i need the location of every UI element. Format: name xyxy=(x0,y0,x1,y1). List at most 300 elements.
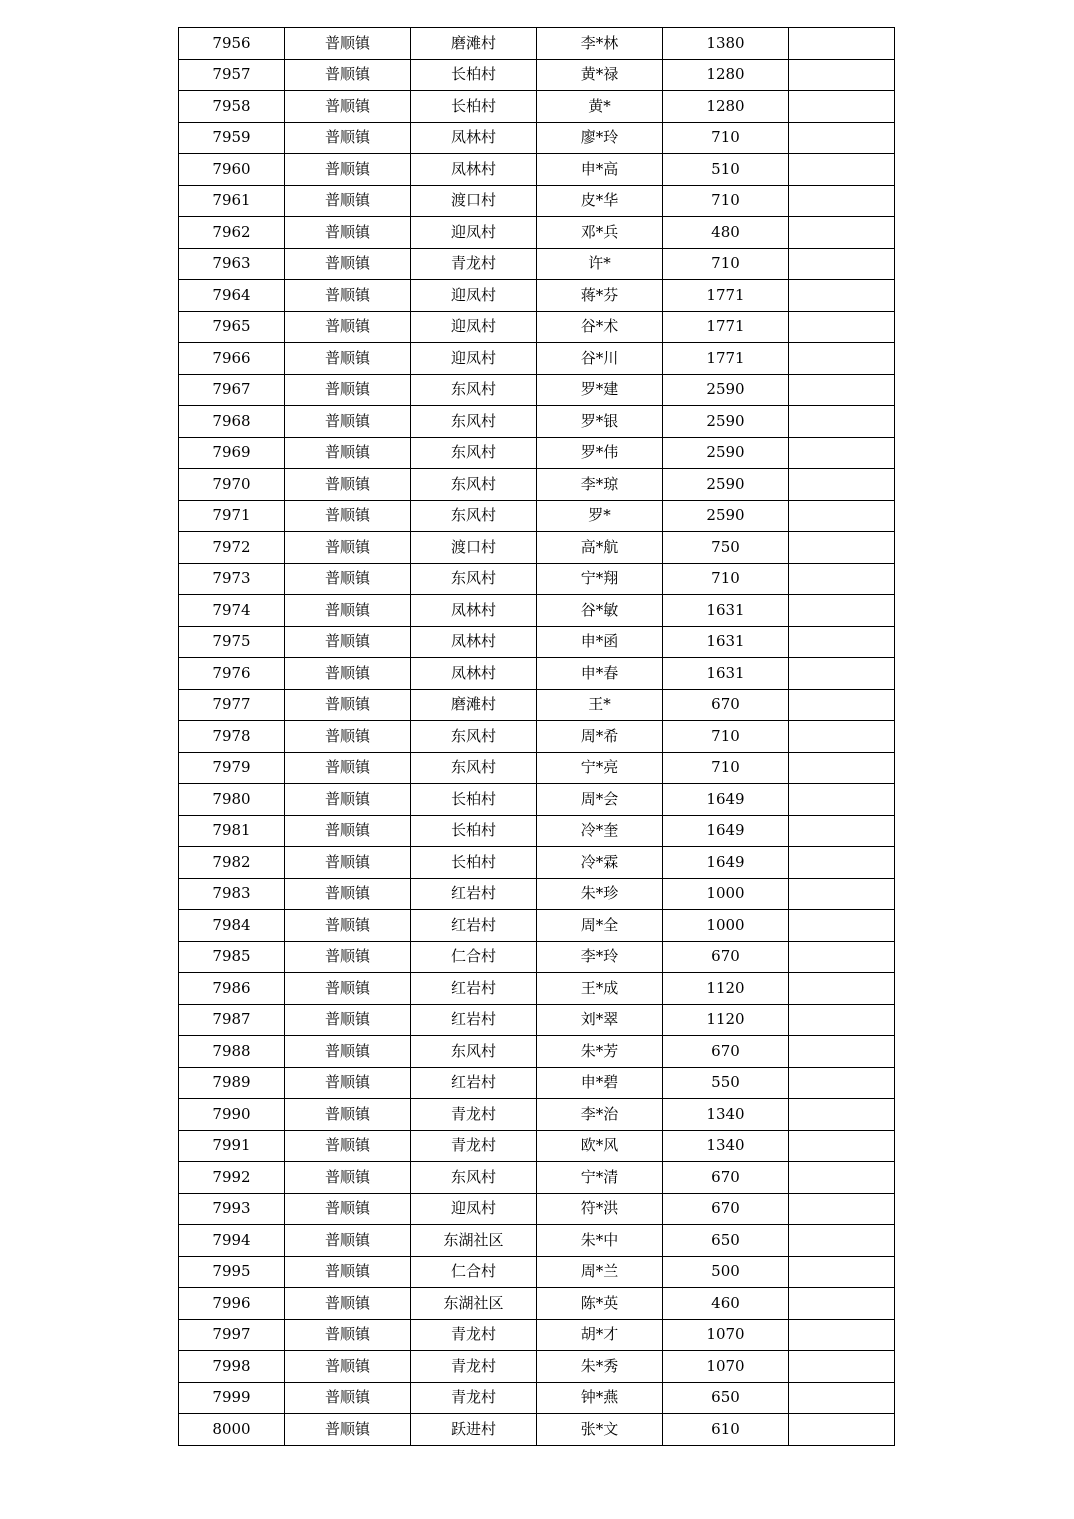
serial-number-cell: 7972 xyxy=(179,532,285,564)
name-cell: 罗*建 xyxy=(537,374,663,406)
village-cell: 跃进村 xyxy=(411,1414,537,1446)
table-row xyxy=(179,784,895,816)
amount-cell: 670 xyxy=(663,689,789,721)
village-cell: 磨滩村 xyxy=(411,689,537,721)
serial-number-cell: 7979 xyxy=(179,752,285,784)
amount-cell: 510 xyxy=(663,154,789,186)
serial-number-cell: 7984 xyxy=(179,910,285,942)
amount-cell: 1380 xyxy=(663,28,789,60)
serial-number-cell: 7978 xyxy=(179,721,285,753)
serial-number-cell: 7974 xyxy=(179,595,285,627)
note-cell xyxy=(789,217,895,249)
town-cell: 普顺镇 xyxy=(285,311,411,343)
note-cell xyxy=(789,374,895,406)
town-cell: 普顺镇 xyxy=(285,752,411,784)
town-cell: 普顺镇 xyxy=(285,941,411,973)
note-cell xyxy=(789,595,895,627)
village-cell: 东风村 xyxy=(411,1162,537,1194)
serial-number-cell: 8000 xyxy=(179,1414,285,1446)
village-cell: 迎凤村 xyxy=(411,280,537,312)
village-cell: 长柏村 xyxy=(411,815,537,847)
town-cell: 普顺镇 xyxy=(285,59,411,91)
town-cell: 普顺镇 xyxy=(285,532,411,564)
amount-cell: 710 xyxy=(663,563,789,595)
name-cell: 李*琼 xyxy=(537,469,663,501)
town-cell: 普顺镇 xyxy=(285,878,411,910)
village-cell: 仁合村 xyxy=(411,941,537,973)
town-cell: 普顺镇 xyxy=(285,626,411,658)
table-row xyxy=(179,217,895,249)
table-row xyxy=(179,154,895,186)
village-cell: 凤林村 xyxy=(411,658,537,690)
serial-number-cell: 7962 xyxy=(179,217,285,249)
note-cell xyxy=(789,1256,895,1288)
name-cell: 李*治 xyxy=(537,1099,663,1131)
village-cell: 青龙村 xyxy=(411,1351,537,1383)
name-cell: 周*兰 xyxy=(537,1256,663,1288)
note-cell xyxy=(789,1351,895,1383)
town-cell: 普顺镇 xyxy=(285,1225,411,1257)
table-row xyxy=(179,185,895,217)
village-cell: 东风村 xyxy=(411,752,537,784)
name-cell: 申*碧 xyxy=(537,1067,663,1099)
table-row xyxy=(179,1414,895,1446)
serial-number-cell: 7960 xyxy=(179,154,285,186)
amount-cell: 2590 xyxy=(663,406,789,438)
name-cell: 宁*亮 xyxy=(537,752,663,784)
amount-cell: 460 xyxy=(663,1288,789,1320)
table-row xyxy=(179,1225,895,1257)
town-cell: 普顺镇 xyxy=(285,563,411,595)
village-cell: 青龙村 xyxy=(411,1130,537,1162)
note-cell xyxy=(789,721,895,753)
table-row xyxy=(179,658,895,690)
table-row xyxy=(179,1036,895,1068)
table-row xyxy=(179,469,895,501)
note-cell xyxy=(789,1414,895,1446)
village-cell: 青龙村 xyxy=(411,1382,537,1414)
village-cell: 凤林村 xyxy=(411,595,537,627)
note-cell xyxy=(789,28,895,60)
village-cell: 东风村 xyxy=(411,500,537,532)
serial-number-cell: 7961 xyxy=(179,185,285,217)
name-cell: 邓*兵 xyxy=(537,217,663,249)
town-cell: 普顺镇 xyxy=(285,689,411,721)
amount-cell: 650 xyxy=(663,1225,789,1257)
serial-number-cell: 7958 xyxy=(179,91,285,123)
amount-cell: 610 xyxy=(663,1414,789,1446)
note-cell xyxy=(789,847,895,879)
table-row xyxy=(179,1319,895,1351)
name-cell: 朱*珍 xyxy=(537,878,663,910)
serial-number-cell: 7968 xyxy=(179,406,285,438)
amount-cell: 710 xyxy=(663,752,789,784)
table-row xyxy=(179,91,895,123)
name-cell: 蒋*芬 xyxy=(537,280,663,312)
data-table xyxy=(178,27,895,1446)
town-cell: 普顺镇 xyxy=(285,1130,411,1162)
village-cell: 红岩村 xyxy=(411,1067,537,1099)
serial-number-cell: 7988 xyxy=(179,1036,285,1068)
village-cell: 东风村 xyxy=(411,563,537,595)
town-cell: 普顺镇 xyxy=(285,1004,411,1036)
village-cell: 凤林村 xyxy=(411,626,537,658)
name-cell: 李*林 xyxy=(537,28,663,60)
village-cell: 红岩村 xyxy=(411,910,537,942)
serial-number-cell: 7957 xyxy=(179,59,285,91)
amount-cell: 1120 xyxy=(663,1004,789,1036)
amount-cell: 2590 xyxy=(663,469,789,501)
amount-cell: 710 xyxy=(663,721,789,753)
note-cell xyxy=(789,1162,895,1194)
amount-cell: 1771 xyxy=(663,311,789,343)
village-cell: 长柏村 xyxy=(411,847,537,879)
table-row xyxy=(179,563,895,595)
name-cell: 周*希 xyxy=(537,721,663,753)
town-cell: 普顺镇 xyxy=(285,374,411,406)
table-row xyxy=(179,59,895,91)
name-cell: 黄* xyxy=(537,91,663,123)
note-cell xyxy=(789,437,895,469)
amount-cell: 710 xyxy=(663,248,789,280)
table-row xyxy=(179,721,895,753)
name-cell: 高*航 xyxy=(537,532,663,564)
serial-number-cell: 7991 xyxy=(179,1130,285,1162)
name-cell: 许* xyxy=(537,248,663,280)
amount-cell: 500 xyxy=(663,1256,789,1288)
serial-number-cell: 7989 xyxy=(179,1067,285,1099)
name-cell: 朱*芳 xyxy=(537,1036,663,1068)
serial-number-cell: 7995 xyxy=(179,1256,285,1288)
note-cell xyxy=(789,1067,895,1099)
name-cell: 欧*风 xyxy=(537,1130,663,1162)
town-cell: 普顺镇 xyxy=(285,847,411,879)
village-cell: 青龙村 xyxy=(411,248,537,280)
amount-cell: 480 xyxy=(663,217,789,249)
town-cell: 普顺镇 xyxy=(285,815,411,847)
town-cell: 普顺镇 xyxy=(285,910,411,942)
town-cell: 普顺镇 xyxy=(285,1256,411,1288)
town-cell: 普顺镇 xyxy=(285,437,411,469)
serial-number-cell: 7998 xyxy=(179,1351,285,1383)
note-cell xyxy=(789,689,895,721)
amount-cell: 2590 xyxy=(663,437,789,469)
note-cell xyxy=(789,469,895,501)
name-cell: 宁*清 xyxy=(537,1162,663,1194)
town-cell: 普顺镇 xyxy=(285,185,411,217)
serial-number-cell: 7964 xyxy=(179,280,285,312)
town-cell: 普顺镇 xyxy=(285,500,411,532)
town-cell: 普顺镇 xyxy=(285,721,411,753)
note-cell xyxy=(789,59,895,91)
note-cell xyxy=(789,784,895,816)
note-cell xyxy=(789,878,895,910)
town-cell: 普顺镇 xyxy=(285,1319,411,1351)
table-row xyxy=(179,28,895,60)
serial-number-cell: 7971 xyxy=(179,500,285,532)
name-cell: 李*玲 xyxy=(537,941,663,973)
name-cell: 冷*霖 xyxy=(537,847,663,879)
table-row xyxy=(179,374,895,406)
town-cell: 普顺镇 xyxy=(285,1288,411,1320)
serial-number-cell: 7959 xyxy=(179,122,285,154)
village-cell: 东风村 xyxy=(411,721,537,753)
note-cell xyxy=(789,973,895,1005)
table-row xyxy=(179,1099,895,1131)
amount-cell: 550 xyxy=(663,1067,789,1099)
note-cell xyxy=(789,941,895,973)
village-cell: 青龙村 xyxy=(411,1099,537,1131)
village-cell: 红岩村 xyxy=(411,878,537,910)
serial-number-cell: 7970 xyxy=(179,469,285,501)
town-cell: 普顺镇 xyxy=(285,595,411,627)
serial-number-cell: 7973 xyxy=(179,563,285,595)
serial-number-cell: 7986 xyxy=(179,973,285,1005)
amount-cell: 650 xyxy=(663,1382,789,1414)
serial-number-cell: 7996 xyxy=(179,1288,285,1320)
note-cell xyxy=(789,752,895,784)
table-row xyxy=(179,689,895,721)
serial-number-cell: 7999 xyxy=(179,1382,285,1414)
town-cell: 普顺镇 xyxy=(285,280,411,312)
name-cell: 廖*玲 xyxy=(537,122,663,154)
town-cell: 普顺镇 xyxy=(285,28,411,60)
town-cell: 普顺镇 xyxy=(285,122,411,154)
note-cell xyxy=(789,658,895,690)
amount-cell: 1340 xyxy=(663,1099,789,1131)
table-row xyxy=(179,311,895,343)
serial-number-cell: 7992 xyxy=(179,1162,285,1194)
serial-number-cell: 7976 xyxy=(179,658,285,690)
town-cell: 普顺镇 xyxy=(285,658,411,690)
note-cell xyxy=(789,1130,895,1162)
village-cell: 迎凤村 xyxy=(411,311,537,343)
serial-number-cell: 7980 xyxy=(179,784,285,816)
village-cell: 仁合村 xyxy=(411,1256,537,1288)
village-cell: 渡口村 xyxy=(411,532,537,564)
amount-cell: 750 xyxy=(663,532,789,564)
table-row xyxy=(179,1004,895,1036)
serial-number-cell: 7965 xyxy=(179,311,285,343)
serial-number-cell: 7956 xyxy=(179,28,285,60)
village-cell: 长柏村 xyxy=(411,91,537,123)
village-cell: 青龙村 xyxy=(411,1319,537,1351)
table-row xyxy=(179,532,895,564)
note-cell xyxy=(789,1288,895,1320)
amount-cell: 670 xyxy=(663,941,789,973)
note-cell xyxy=(789,1099,895,1131)
town-cell: 普顺镇 xyxy=(285,1067,411,1099)
table-row xyxy=(179,1351,895,1383)
name-cell: 胡*才 xyxy=(537,1319,663,1351)
name-cell: 谷*敏 xyxy=(537,595,663,627)
town-cell: 普顺镇 xyxy=(285,1036,411,1068)
town-cell: 普顺镇 xyxy=(285,1382,411,1414)
table-row xyxy=(179,1382,895,1414)
name-cell: 王*成 xyxy=(537,973,663,1005)
table-row xyxy=(179,878,895,910)
note-cell xyxy=(789,626,895,658)
name-cell: 谷*川 xyxy=(537,343,663,375)
name-cell: 罗*银 xyxy=(537,406,663,438)
note-cell xyxy=(789,91,895,123)
amount-cell: 1070 xyxy=(663,1319,789,1351)
name-cell: 谷*术 xyxy=(537,311,663,343)
name-cell: 朱*中 xyxy=(537,1225,663,1257)
village-cell: 东湖社区 xyxy=(411,1288,537,1320)
name-cell: 刘*翠 xyxy=(537,1004,663,1036)
name-cell: 朱*秀 xyxy=(537,1351,663,1383)
name-cell: 罗*伟 xyxy=(537,437,663,469)
amount-cell: 1120 xyxy=(663,973,789,1005)
amount-cell: 1070 xyxy=(663,1351,789,1383)
amount-cell: 1771 xyxy=(663,280,789,312)
note-cell xyxy=(789,343,895,375)
town-cell: 普顺镇 xyxy=(285,1162,411,1194)
name-cell: 张*文 xyxy=(537,1414,663,1446)
name-cell: 钟*燕 xyxy=(537,1382,663,1414)
town-cell: 普顺镇 xyxy=(285,469,411,501)
village-cell: 迎凤村 xyxy=(411,217,537,249)
table-row xyxy=(179,406,895,438)
name-cell: 周*全 xyxy=(537,910,663,942)
amount-cell: 1280 xyxy=(663,59,789,91)
note-cell xyxy=(789,1225,895,1257)
name-cell: 罗* xyxy=(537,500,663,532)
name-cell: 申*高 xyxy=(537,154,663,186)
serial-number-cell: 7982 xyxy=(179,847,285,879)
town-cell: 普顺镇 xyxy=(285,1193,411,1225)
village-cell: 凤林村 xyxy=(411,154,537,186)
note-cell xyxy=(789,248,895,280)
table-row xyxy=(179,248,895,280)
serial-number-cell: 7963 xyxy=(179,248,285,280)
name-cell: 陈*英 xyxy=(537,1288,663,1320)
village-cell: 红岩村 xyxy=(411,973,537,1005)
name-cell: 周*会 xyxy=(537,784,663,816)
name-cell: 申*春 xyxy=(537,658,663,690)
town-cell: 普顺镇 xyxy=(285,973,411,1005)
town-cell: 普顺镇 xyxy=(285,1414,411,1446)
serial-number-cell: 7990 xyxy=(179,1099,285,1131)
town-cell: 普顺镇 xyxy=(285,217,411,249)
serial-number-cell: 7969 xyxy=(179,437,285,469)
note-cell xyxy=(789,532,895,564)
amount-cell: 1000 xyxy=(663,878,789,910)
table-row xyxy=(179,815,895,847)
town-cell: 普顺镇 xyxy=(285,154,411,186)
village-cell: 磨滩村 xyxy=(411,28,537,60)
table-row xyxy=(179,122,895,154)
note-cell xyxy=(789,122,895,154)
village-cell: 迎凤村 xyxy=(411,1193,537,1225)
amount-cell: 1631 xyxy=(663,595,789,627)
table-row xyxy=(179,626,895,658)
name-cell: 黄*禄 xyxy=(537,59,663,91)
amount-cell: 1649 xyxy=(663,847,789,879)
serial-number-cell: 7983 xyxy=(179,878,285,910)
amount-cell: 1340 xyxy=(663,1130,789,1162)
name-cell: 申*函 xyxy=(537,626,663,658)
amount-cell: 1649 xyxy=(663,815,789,847)
name-cell: 宁*翔 xyxy=(537,563,663,595)
village-cell: 东风村 xyxy=(411,437,537,469)
serial-number-cell: 7994 xyxy=(179,1225,285,1257)
note-cell xyxy=(789,154,895,186)
amount-cell: 710 xyxy=(663,122,789,154)
serial-number-cell: 7966 xyxy=(179,343,285,375)
note-cell xyxy=(789,815,895,847)
note-cell xyxy=(789,1004,895,1036)
town-cell: 普顺镇 xyxy=(285,406,411,438)
amount-cell: 2590 xyxy=(663,374,789,406)
amount-cell: 1280 xyxy=(663,91,789,123)
table-row xyxy=(179,343,895,375)
table-row xyxy=(179,752,895,784)
village-cell: 长柏村 xyxy=(411,59,537,91)
town-cell: 普顺镇 xyxy=(285,1351,411,1383)
amount-cell: 670 xyxy=(663,1193,789,1225)
note-cell xyxy=(789,280,895,312)
town-cell: 普顺镇 xyxy=(285,343,411,375)
name-cell: 冷*奎 xyxy=(537,815,663,847)
village-cell: 东湖社区 xyxy=(411,1225,537,1257)
amount-cell: 1771 xyxy=(663,343,789,375)
table-row xyxy=(179,1193,895,1225)
village-cell: 东风村 xyxy=(411,406,537,438)
note-cell xyxy=(789,1382,895,1414)
table-row xyxy=(179,1130,895,1162)
note-cell xyxy=(789,406,895,438)
amount-cell: 1631 xyxy=(663,626,789,658)
table-row xyxy=(179,437,895,469)
village-cell: 红岩村 xyxy=(411,1004,537,1036)
note-cell xyxy=(789,1319,895,1351)
table-row xyxy=(179,973,895,1005)
serial-number-cell: 7981 xyxy=(179,815,285,847)
table-row xyxy=(179,1067,895,1099)
amount-cell: 1649 xyxy=(663,784,789,816)
table-row xyxy=(179,500,895,532)
note-cell xyxy=(789,563,895,595)
village-cell: 东风村 xyxy=(411,1036,537,1068)
table-row xyxy=(179,847,895,879)
town-cell: 普顺镇 xyxy=(285,248,411,280)
village-cell: 东风村 xyxy=(411,374,537,406)
amount-cell: 1000 xyxy=(663,910,789,942)
town-cell: 普顺镇 xyxy=(285,1099,411,1131)
serial-number-cell: 7985 xyxy=(179,941,285,973)
amount-cell: 1631 xyxy=(663,658,789,690)
serial-number-cell: 7993 xyxy=(179,1193,285,1225)
serial-number-cell: 7987 xyxy=(179,1004,285,1036)
amount-cell: 670 xyxy=(663,1162,789,1194)
note-cell xyxy=(789,311,895,343)
table-row xyxy=(179,595,895,627)
note-cell xyxy=(789,910,895,942)
village-cell: 渡口村 xyxy=(411,185,537,217)
table-body xyxy=(179,28,895,1446)
amount-cell: 670 xyxy=(663,1036,789,1068)
table-row xyxy=(179,280,895,312)
table-row xyxy=(179,1162,895,1194)
name-cell: 王* xyxy=(537,689,663,721)
name-cell: 符*洪 xyxy=(537,1193,663,1225)
table-row xyxy=(179,941,895,973)
village-cell: 长柏村 xyxy=(411,784,537,816)
table-row xyxy=(179,1256,895,1288)
name-cell: 皮*华 xyxy=(537,185,663,217)
